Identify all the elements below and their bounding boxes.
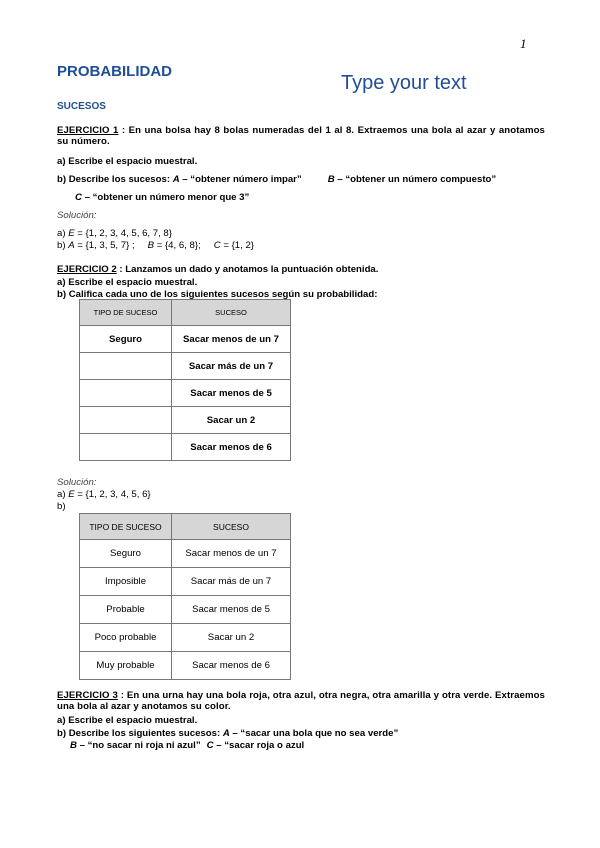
part-b-prefix: b) Describe los siguientes sucesos:	[57, 728, 223, 739]
sol-a-value: = {1, 2, 3, 4, 5, 6, 7, 8}	[74, 228, 172, 239]
exercise-3-events-bc	[70, 740, 558, 751]
sol-b-prefix: b)	[57, 240, 69, 251]
table-header-type: TIPO DE SUCESO	[80, 300, 172, 326]
sample-space-symbol: E	[68, 228, 75, 239]
exercise-1-part-a: a) Escribe el espacio muestral.	[57, 156, 198, 167]
table-cell-event: Sacar más de un 7	[172, 568, 291, 596]
sample-space-symbol: E	[68, 489, 75, 500]
exercise-1-solution-a	[57, 228, 545, 239]
event-b-text: – “no sacar ni roja ni azul”	[76, 740, 201, 751]
table-row	[80, 326, 291, 353]
exercise-3-part-a: a) Escribe el espacio muestral.	[57, 715, 198, 726]
event-c-symbol: C	[75, 192, 82, 203]
table-cell-event: Sacar un 2	[172, 624, 291, 652]
exercise-1-part-b	[57, 174, 577, 185]
part-b-prefix: b) Describe los sucesos:	[57, 174, 173, 185]
exercise-1-solution-b	[57, 240, 545, 251]
table-row	[80, 434, 291, 461]
exercise-3-part-b	[57, 728, 545, 739]
exercise-1-statement	[57, 125, 545, 147]
table-cell-type: Imposible	[80, 568, 172, 596]
table-cell-type: Seguro	[80, 540, 172, 568]
event-b-symbol: B	[70, 740, 77, 751]
sol-event-a-symbol: A	[68, 240, 75, 251]
placeholder-text[interactable]: Type your text	[341, 72, 467, 94]
table-cell-type	[80, 353, 172, 380]
table-cell-event: Sacar más de un 7	[172, 353, 291, 380]
exercise-2-solution-label: Solución:	[57, 477, 97, 488]
table-row	[80, 624, 291, 652]
sol-event-a-value: = {1, 3, 5, 7} ;	[74, 240, 135, 251]
table-header-event: SUCESO	[172, 300, 291, 326]
exercise-2-solution-a	[57, 489, 545, 500]
table-cell-type: Muy probable	[80, 652, 172, 680]
table-cell-type: Probable	[80, 596, 172, 624]
event-a-text: – “obtener número impar”	[179, 174, 302, 185]
sol-a-prefix: a)	[57, 228, 69, 239]
table-cell-type: Poco probable	[80, 624, 172, 652]
classification-table	[79, 299, 291, 461]
exercise-2-text: : Lanzamos un dado y anotamos la puntuación obtenida.	[116, 264, 379, 275]
table-row	[80, 380, 291, 407]
table-cell-event: Sacar menos de un 7	[172, 540, 291, 568]
exercise-2-statement	[57, 264, 545, 275]
event-a-symbol: A	[222, 728, 230, 739]
exercise-1-label: EJERCICIO 1	[57, 125, 119, 136]
event-b-symbol: B	[327, 174, 335, 185]
event-c-text: – “obtener un número menor que 3”	[81, 192, 250, 203]
exercise-3-label: EJERCICIO 3	[57, 690, 118, 701]
solution-table	[79, 513, 291, 680]
table-cell-event: Sacar un 2	[172, 407, 291, 434]
sol-a-prefix: a)	[57, 489, 69, 500]
table-row	[80, 568, 291, 596]
event-a-text: – “sacar una bola que no sea verde”	[229, 728, 399, 739]
table-cell-event: Sacar menos de un 7	[172, 326, 291, 353]
table-cell-type	[80, 434, 172, 461]
sol-a-value: = {1, 2, 3, 4, 5, 6}	[74, 489, 151, 500]
table-header-event: SUCESO	[172, 514, 291, 540]
table-cell-type	[80, 380, 172, 407]
exercise-1-text: : En una bolsa hay 8 bolas numeradas del 1 al 8. Extraemos una bola al azar y anotamos su número.	[57, 125, 545, 147]
sol-event-b-symbol: B	[147, 240, 155, 251]
table-header-type: TIPO DE SUCESO	[80, 514, 172, 540]
exercise-2-solution-b: b)	[57, 501, 66, 512]
sol-event-b-value: = {4, 6, 8};	[154, 240, 201, 251]
table-cell-event: Sacar menos de 5	[172, 596, 291, 624]
event-b-text: – “obtener un número compuesto”	[334, 174, 497, 185]
page-title: PROBABILIDAD	[57, 63, 172, 80]
table-row	[80, 652, 291, 680]
sol-event-c-value: = {1, 2}	[220, 240, 255, 251]
table-row	[80, 596, 291, 624]
table-cell-event: Sacar menos de 6	[172, 434, 291, 461]
exercise-1-solution-label: Solución:	[57, 210, 97, 221]
table-cell-event: Sacar menos de 6	[172, 652, 291, 680]
exercise-1-event-c	[75, 192, 563, 203]
page-number: 1	[520, 36, 527, 51]
event-c-symbol: C	[206, 740, 214, 751]
table-cell-type	[80, 407, 172, 434]
section-heading: SUCESOS	[57, 101, 106, 112]
event-a-symbol: A	[172, 174, 180, 185]
table-cell-type: Seguro	[80, 326, 172, 353]
event-c-text: – “sacar roja o azul	[213, 740, 305, 751]
table-row	[80, 540, 291, 568]
table-row	[80, 353, 291, 380]
exercise-2-label: EJERCICIO 2	[57, 264, 117, 275]
exercise-2-part-b: b) Califica cada uno de los siguientes sucesos según su probabilidad:	[57, 289, 378, 300]
table-cell-event: Sacar menos de 5	[172, 380, 291, 407]
table-row	[80, 407, 291, 434]
exercise-3-statement	[57, 690, 545, 712]
exercise-3-text: : En una urna hay una bola roja, otra azul, otra negra, otra amarilla y otra verde. Extraemos una bola al azar y anotamos su color.	[57, 690, 545, 712]
exercise-2-part-a: a) Escribe el espacio muestral.	[57, 277, 198, 288]
sol-event-c-symbol: C	[213, 240, 221, 251]
